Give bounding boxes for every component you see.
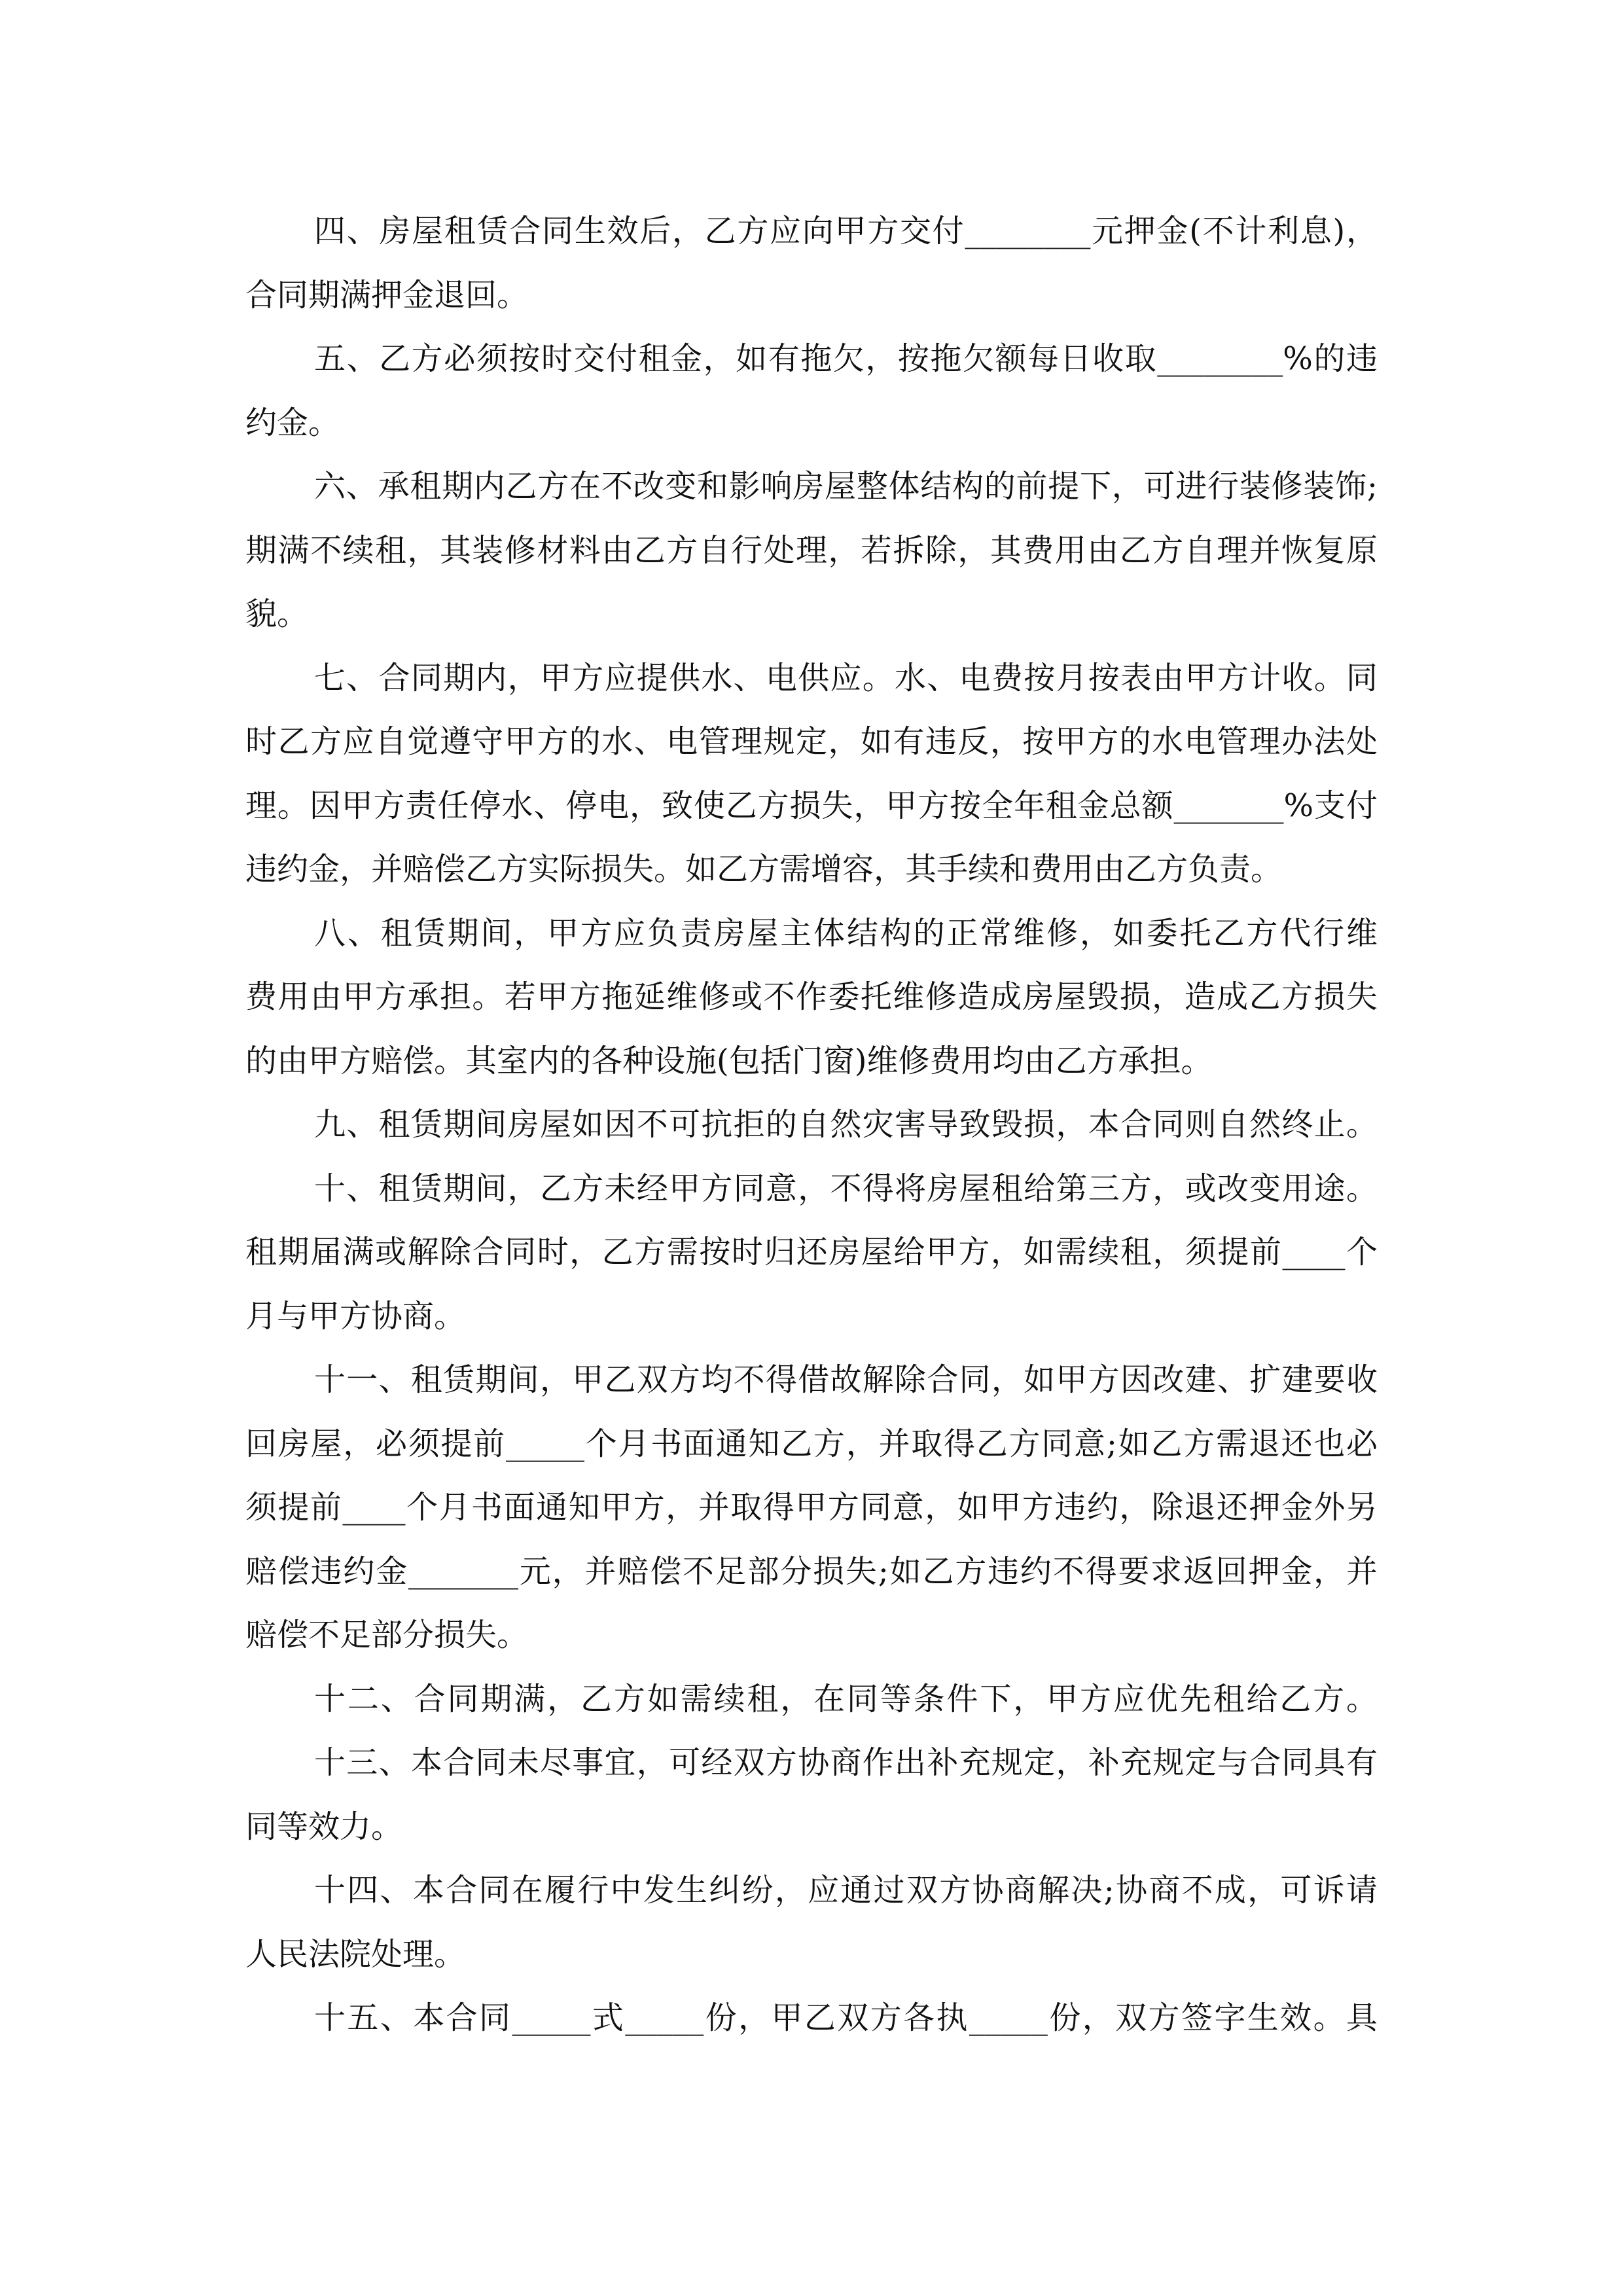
clause-paragraph xyxy=(245,1859,1378,1986)
text-line: 十三、本合同未尽事宜，可经双方协商作出补充规定，补充规定与合同具有 xyxy=(314,1744,1378,1781)
text-line: 九、租赁期间房屋如因不可抗拒的自然灾害导致毁损，本合同则自然终止。 xyxy=(314,1106,1378,1143)
text-line: 十二、合同期满，乙方如需续租，在同等条件下，甲方应优先租给乙方。 xyxy=(314,1680,1378,1717)
clause-paragraph xyxy=(245,1668,1378,1732)
clause-paragraph xyxy=(245,1348,1378,1668)
clause-paragraph xyxy=(245,1731,1378,1859)
text-line: 同等效力。 xyxy=(245,1808,403,1845)
text-line: 十四、本合同在履行中发生纠纷，应通过双方协商解决;协商不成，可诉请 xyxy=(314,1872,1378,1909)
text-line: 十一、租赁期间，甲乙双方均不得借故解除合同，如甲方因改建、扩建要收 xyxy=(314,1361,1378,1398)
text-line: 五、乙方必须按时交付租金，如有拖欠，按拖欠额每日收取________%的违 xyxy=(314,340,1378,377)
text-line: 合同期满押金退回。 xyxy=(245,276,529,314)
text-line: 月与甲方协商。 xyxy=(245,1297,466,1335)
clause-paragraph xyxy=(245,327,1378,455)
clause-paragraph xyxy=(245,1157,1378,1349)
text-line: 的由甲方赔偿。其室内的各种设施(包括门窗)维修费用均由乙方承担。 xyxy=(245,1042,1213,1079)
clause-paragraph xyxy=(245,455,1378,647)
text-line: 费用由甲方承担。若甲方拖延维修或不作委托维修造成房屋毁损，造成乙方损失 xyxy=(245,978,1378,1015)
text-line: 十、租赁期间，乙方未经甲方同意，不得将房屋租给第三方，或改变用途。 xyxy=(314,1170,1378,1207)
clause-paragraph xyxy=(245,1093,1378,1157)
text-line: 理。因甲方责任停水、停电，致使乙方损失，甲方按全年租金总额_______%支付 xyxy=(245,787,1378,824)
text-line: 赔偿违约金_______元，并赔偿不足部分损失;如乙方违约不得要求返回押金，并 xyxy=(245,1552,1378,1590)
contract-body xyxy=(245,200,1378,2051)
text-line: 赔偿不足部分损失。 xyxy=(245,1617,529,1653)
text-line: 八、租赁期间，甲方应负责房屋主体结构的正常维修，如委托乙方代行维 xyxy=(314,914,1378,952)
clause-paragraph xyxy=(245,200,1378,327)
clause-paragraph xyxy=(245,1986,1378,2051)
text-line: 时乙方应自觉遵守甲方的水、电管理规定，如有违反，按甲方的水电管理办法处 xyxy=(245,723,1378,760)
text-line: 回房屋，必须提前_____个月书面通知乙方，并取得乙方同意;如乙方需退还也必 xyxy=(245,1425,1378,1462)
text-line: 须提前____个月书面通知甲方，并取得甲方同意，如甲方违约，除退还押金外另 xyxy=(245,1489,1378,1526)
text-line: 六、承租期内乙方在不改变和影响房屋整体结构的前提下，可进行装修装饰; xyxy=(314,468,1378,505)
text-line: 貌。 xyxy=(245,596,309,632)
text-line: 四、房屋租赁合同生效后，乙方应向甲方交付________元押金(不计利息)， xyxy=(314,213,1378,249)
text-line: 约金。 xyxy=(245,404,340,441)
clause-paragraph xyxy=(245,902,1378,1094)
text-line: 期满不续租，其装修材料由乙方自行处理，若拆除，其费用由乙方自理并恢复原 xyxy=(245,531,1378,569)
clause-paragraph xyxy=(245,647,1378,902)
text-line: 违约金，并赔偿乙方实际损失。如乙方需增容，其手续和费用由乙方负责。 xyxy=(245,851,1283,888)
text-line: 十五、本合同_____式_____份，甲乙双方各执_____份，双方签字生效。具 xyxy=(314,2000,1378,2036)
text-line: 七、合同期内，甲方应提供水、电供应。水、电费按月按表由甲方计收。同 xyxy=(314,659,1378,696)
text-line: 人民法院处理。 xyxy=(245,1935,466,1973)
text-line: 租期届满或解除合同时，乙方需按时归还房屋给甲方，如需续租，须提前____个 xyxy=(245,1234,1378,1270)
